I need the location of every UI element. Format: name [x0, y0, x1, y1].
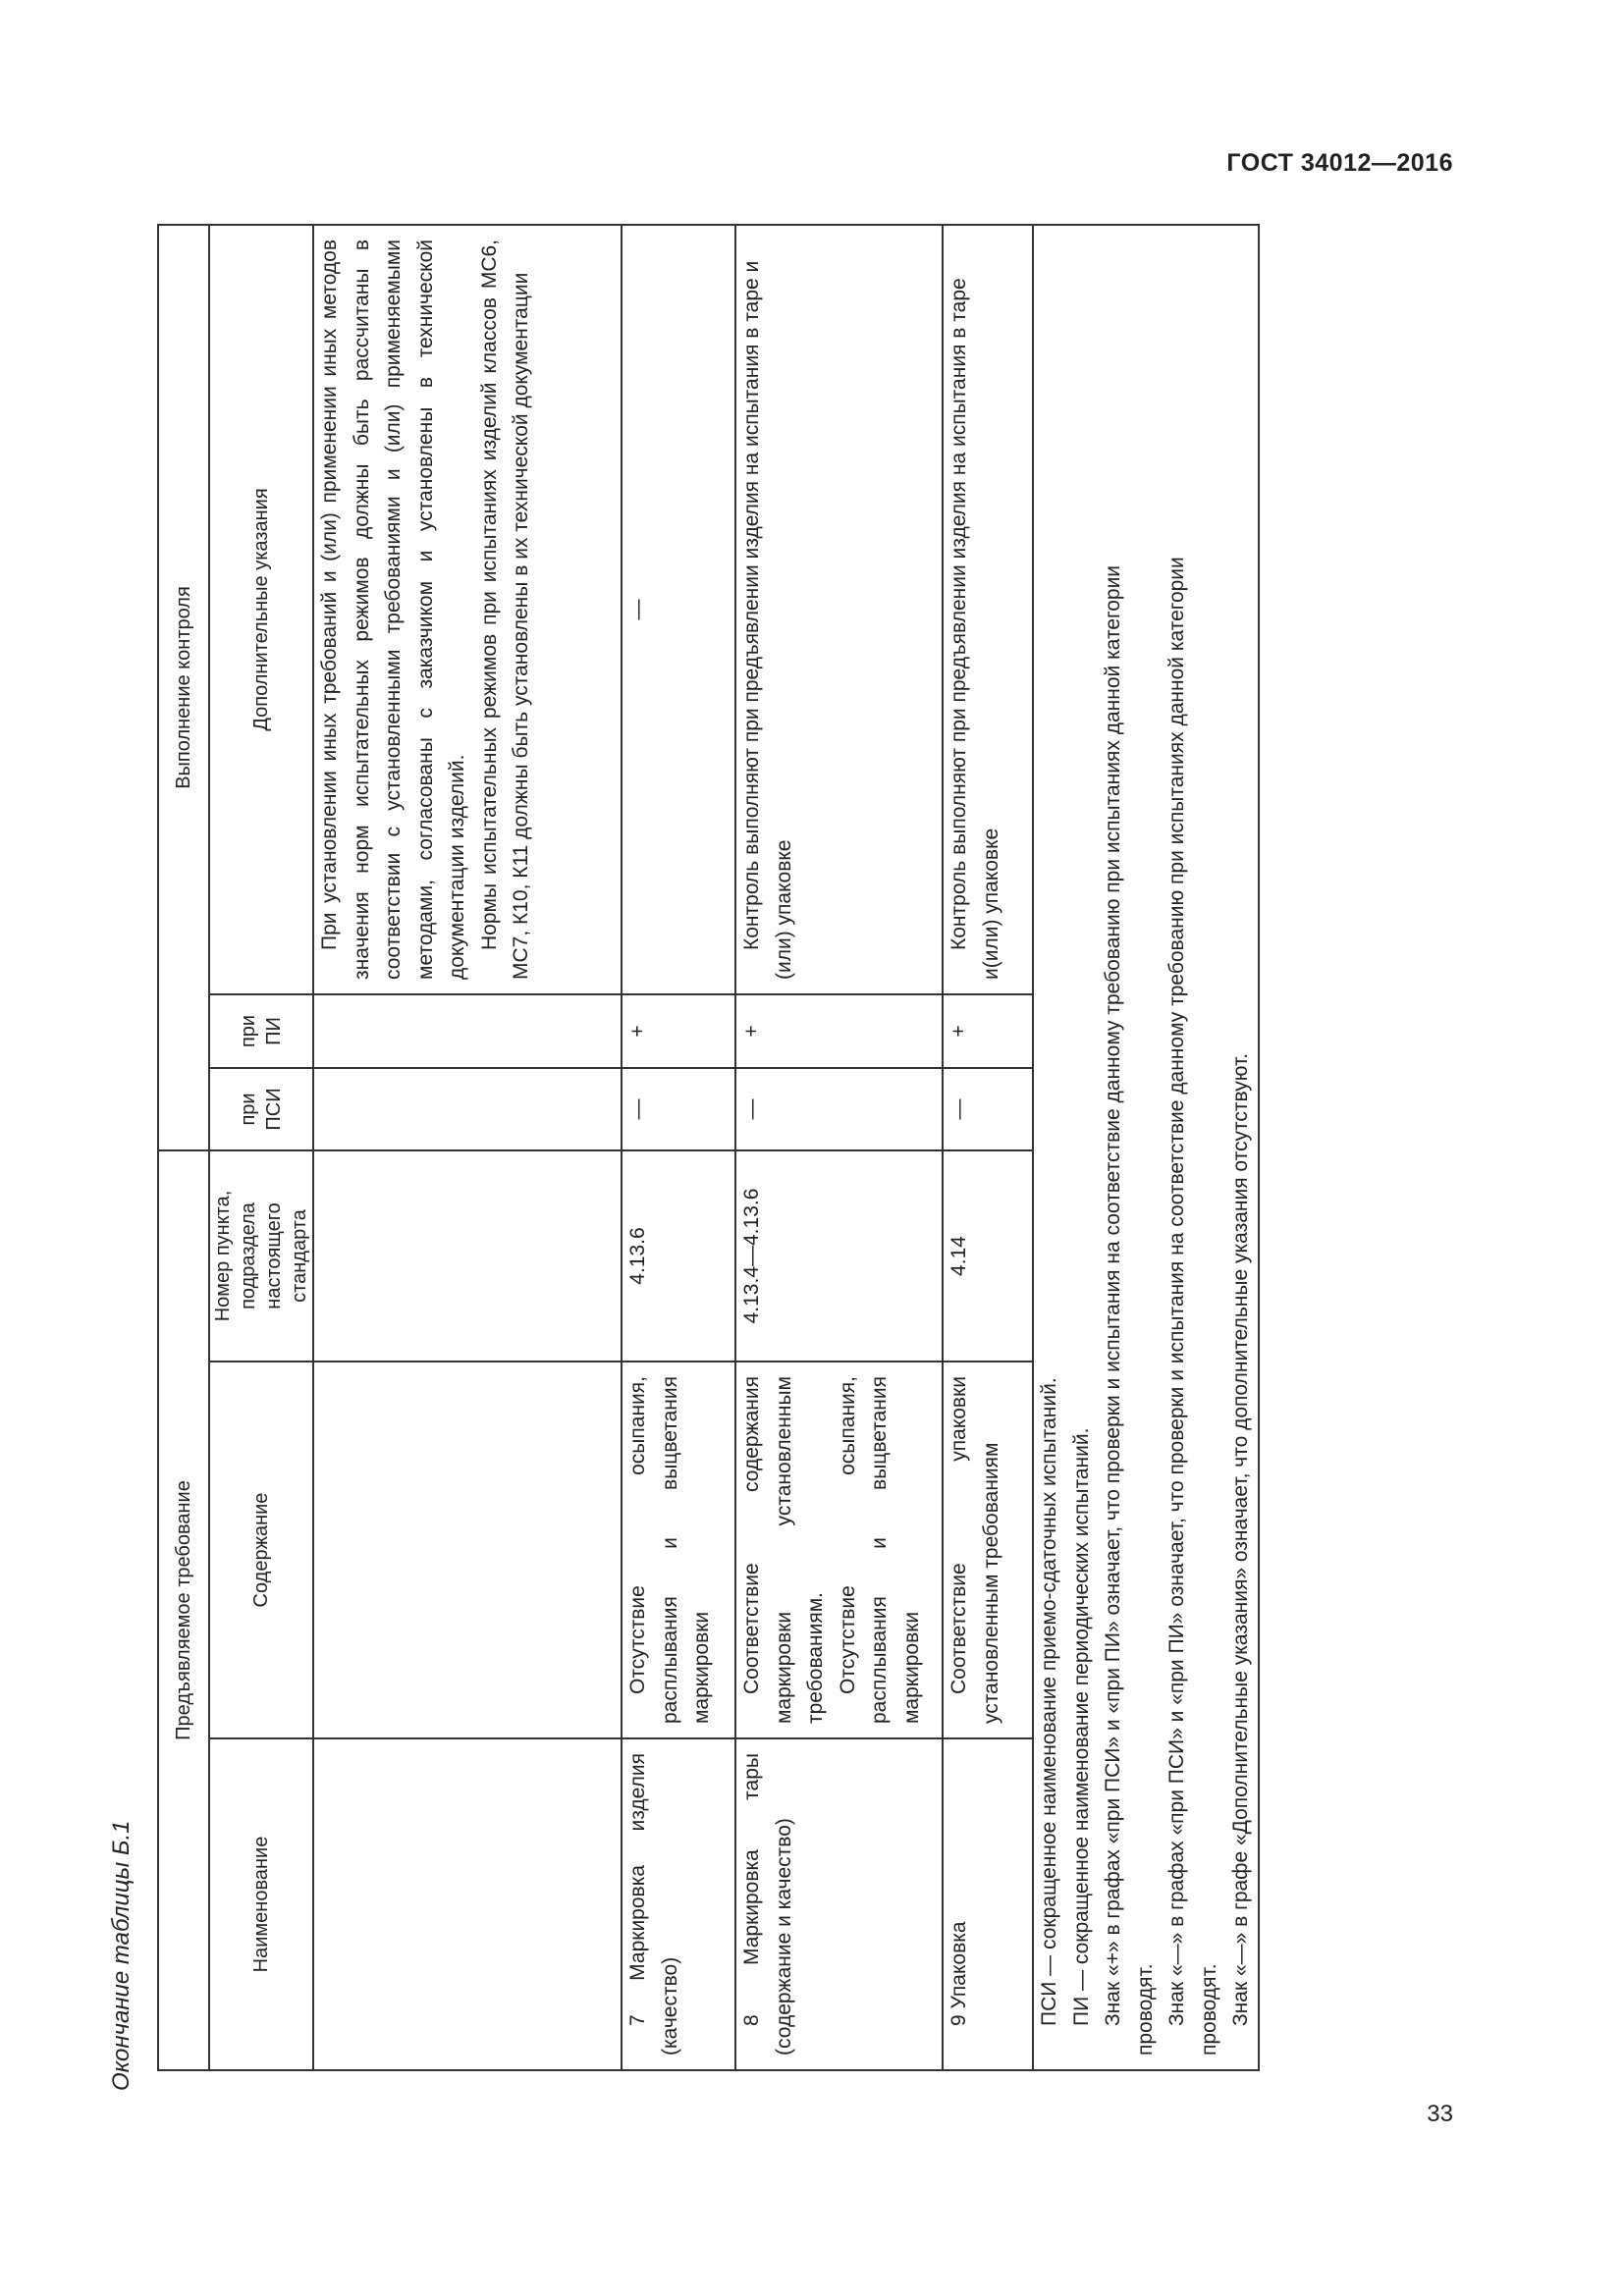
- table-row: [622, 225, 735, 2070]
- table-row: [943, 225, 1033, 2070]
- cell-clause: 4.13.4—4.13.6: [735, 1150, 943, 1362]
- cell-notes: [313, 225, 622, 994]
- cell-clause: 4.14: [943, 1150, 1033, 1362]
- content-paragraph: Соответствие содержания маркировки установленным требованиям.: [740, 1376, 828, 1724]
- cell-clause: 4.13.6: [622, 1150, 735, 1362]
- cell-psi: —: [735, 1068, 943, 1150]
- content-paragraph: Отсутствие осыпания, расплывания и выцветания маркировки: [836, 1376, 923, 1724]
- cell-clause: [313, 1150, 622, 1362]
- table-row: [735, 225, 943, 2070]
- page-number: 33: [1427, 2101, 1453, 2127]
- cell-content: Соответствие упаковки установленным требованиям: [943, 1362, 1033, 1738]
- cell-content: [735, 1362, 943, 1738]
- column-header-content: Содержание: [209, 1362, 313, 1738]
- column-header-psi: при ПСИ: [209, 1068, 313, 1150]
- table-row: [313, 225, 622, 2070]
- cell-notes: Контроль выполняют при предъявлении изделия на испытания в таре и(или) упаковке: [943, 225, 1033, 994]
- group-header-control: Выполнение контроля: [158, 225, 209, 1150]
- cell-content: [313, 1362, 622, 1738]
- cell-notes: —: [622, 225, 735, 994]
- cell-pi: +: [943, 994, 1033, 1068]
- notes-paragraph: При установлении иных требований и (или) применении иных методов значения норм испытательных режимов должны быть рассчитаны в соответствии с установленными требованиями и (или) применяемыми методами, согласованы с заказчиком и установлены в технической документации изделий.: [318, 239, 469, 980]
- footnote-dash-continuation: проводят.: [1197, 1963, 1220, 2056]
- cell-name: 8 Маркировка тары (содержание и качество): [735, 1738, 943, 2070]
- column-header-name: Наименование: [209, 1738, 313, 2070]
- cell-psi: —: [943, 1068, 1033, 1150]
- column-header-pi: при ПИ: [209, 994, 313, 1068]
- cell-pi: [313, 994, 622, 1068]
- notes-paragraph: Нормы испытательных режимов при испытаниях изделий классов МС6, МС7, К10, К11 должны быть установлены в их технической документации: [477, 239, 533, 980]
- cell-name: 9 Упаковка: [943, 1738, 1033, 2070]
- footnote-pi: ПИ — сокращенное наименование периодических испытаний.: [1069, 1427, 1093, 2026]
- footnote-notes-dash: Знак «—» в графе «Дополнительные указания» означает, что дополнительные указания отсутствуют.: [1229, 1052, 1253, 2026]
- footnote-dash: Знак «—» в графах «при ПСИ» и «при ПИ» означает, что проверки и испытания на соответствие данному требованию при испытаниях данной категории: [1165, 557, 1189, 2026]
- cell-content: Отсутствие осыпания, расплывания и выцветания маркировки: [622, 1362, 735, 1738]
- cell-name: 7 Маркировка изделия (качество): [622, 1738, 735, 2070]
- table-header-groups: [158, 225, 209, 2070]
- column-header-clause: Номер пункта, подраздела настоящего стандарта: [209, 1150, 313, 1362]
- cell-psi: [313, 1068, 622, 1150]
- footnote-psi: ПСИ — сокращенное наименование приемо-сдаточных испытаний.: [1038, 1377, 1060, 2026]
- cell-pi: +: [735, 994, 943, 1068]
- group-header-requirement: Предъявляемое требование: [158, 1150, 209, 2070]
- footnote-plus: Знак «+» в графах «при ПСИ» и «при ПИ» означает, что проверки и испытания на соответствие данному требованию при испытаниях данной категории: [1102, 564, 1125, 2026]
- cell-name: [313, 1738, 622, 2070]
- table-header-columns: [209, 225, 313, 2070]
- cell-psi: —: [622, 1068, 735, 1150]
- footnotes-cell: [1033, 225, 1259, 2070]
- cell-pi: +: [622, 994, 735, 1068]
- rotated-table-region: [102, 177, 1320, 2091]
- table-footnotes-row: [1033, 225, 1259, 2070]
- column-header-notes: Дополнительные указания: [209, 225, 313, 994]
- requirements-table: [157, 224, 1260, 2071]
- standard-header: ГОСТ 34012—2016: [1226, 149, 1453, 177]
- footnote-plus-continuation: проводят.: [1133, 1963, 1157, 2056]
- cell-notes: Контроль выполняют при предъявлении изделия на испытания в таре и (или) упаковке: [735, 225, 943, 994]
- table-caption: Окончание таблицы Б.1: [108, 1820, 135, 2091]
